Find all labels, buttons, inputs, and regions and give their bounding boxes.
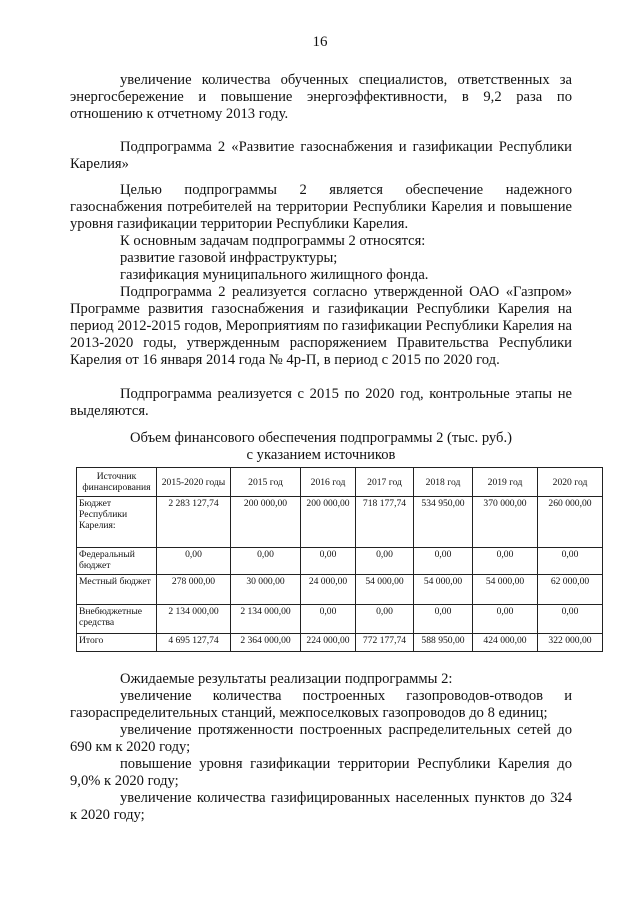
table-cell: 24 000,00 — [301, 575, 356, 605]
table-cell: 0,00 — [538, 605, 603, 634]
table-cell: 0,00 — [414, 605, 473, 634]
row-source: Бюджет Республики Карелия: — [77, 497, 157, 548]
column-header: 2017 год — [356, 468, 414, 497]
intro-paragraph — [70, 72, 572, 123]
table-cell: 200 000,00 — [301, 497, 356, 548]
subprogram-title — [70, 139, 572, 173]
table-cell: 0,00 — [356, 548, 414, 575]
table-header-row — [77, 468, 603, 497]
result-item-2: увеличение протяженности построенных распределительных сетей до 690 км к 2020 году; — [70, 722, 572, 755]
table-cell: 224 000,00 — [301, 634, 356, 652]
table-cell: 54 000,00 — [473, 575, 538, 605]
page-number: 16 — [312, 34, 328, 50]
table-cell: 4 695 127,74 — [157, 634, 231, 652]
row-source: Внебюджетные средства — [77, 605, 157, 634]
table-cell: 772 177,74 — [356, 634, 414, 652]
table-cell: 2 134 000,00 — [157, 605, 231, 634]
table-row — [77, 497, 603, 548]
table-cell: 322 000,00 — [538, 634, 603, 652]
subprogram-title-line-2: Карелия» — [70, 156, 129, 172]
intro-line-1: увеличение количества обученных специалистов, ответственных за — [120, 72, 572, 88]
table-cell: 370 000,00 — [473, 497, 538, 548]
table-cell: 534 950,00 — [414, 497, 473, 548]
table-row — [77, 605, 603, 634]
column-header: 2019 год — [473, 468, 538, 497]
table-cell: 0,00 — [356, 605, 414, 634]
table-cell: 0,00 — [473, 605, 538, 634]
table-caption-line-2: с указанием источников — [246, 447, 396, 463]
result-item-1: увеличение количества построенных газопроводов-отводов и газораспределительных станций, межпоселковых газопроводов до 8 единиц; — [70, 688, 572, 721]
table-cell: 2 283 127,74 — [157, 497, 231, 548]
table-cell: 0,00 — [473, 548, 538, 575]
tasks-intro: К основным задачам подпрограммы 2 относятся: — [120, 233, 426, 249]
intro-line-2: энергосбережение и повышение энергоэффективности, в 9,2 раза по — [70, 89, 572, 105]
column-header: Источник финансирования — [77, 468, 157, 497]
table-cell: 588 950,00 — [414, 634, 473, 652]
table-cell: 200 000,00 — [231, 497, 301, 548]
implementation-paragraph: Подпрограмма 2 реализуется согласно утвержденной ОАО «Газпром» Программе развития газоснабжения и газификации Республики Карелия на период 2012-2015 годов, Мероприятиям по газификации Республики Карелия на 2013-2020 годы, утвержденным распоряжением Правительства Республики Карелия от 16 января 2014 года № 4р-П, в период с 2015 по 2020 год. — [70, 284, 572, 368]
table-row-total — [77, 634, 603, 652]
task-item-2: газификация муниципального жилищного фонда. — [120, 267, 429, 283]
table-cell: 2 134 000,00 — [231, 605, 301, 634]
table-cell: 54 000,00 — [414, 575, 473, 605]
subprogram-title-line-1: Подпрограмма 2 «Развитие газоснабжения и газификации Республики — [120, 139, 572, 155]
table-cell: 62 000,00 — [538, 575, 603, 605]
row-source: Итого — [77, 634, 157, 652]
intro-line-3: отношению к отчетному 2013 году. — [70, 106, 289, 122]
table-cell: 0,00 — [538, 548, 603, 575]
result-item-4: увеличение количества газифицированных населенных пунктов до 324 к 2020 году; — [70, 790, 572, 823]
task-item-1: развитие газовой инфраструктуры; — [120, 250, 338, 266]
table-cell: 0,00 — [301, 605, 356, 634]
column-header: 2016 год — [301, 468, 356, 497]
table-cell: 0,00 — [301, 548, 356, 575]
results-intro: Ожидаемые результаты реализации подпрограммы 2: — [120, 671, 453, 687]
table-cell: 0,00 — [231, 548, 301, 575]
column-header: 2018 год — [414, 468, 473, 497]
table-row — [77, 575, 603, 605]
goal-paragraph: Целью подпрограммы 2 является обеспечение надежного газоснабжения потребителей на территории Республики Карелия и повышение уровня газификации территории Республики Карелия. — [70, 182, 572, 232]
row-source: Местный бюджет — [77, 575, 157, 605]
result-item-3: повышение уровня газификации территории Республики Карелия до 9,0% к 2020 году; — [70, 756, 572, 789]
period-paragraph: Подпрограмма реализуется с 2015 по 2020 год, контрольные этапы не выделяются. — [70, 386, 572, 419]
table-cell: 278 000,00 — [157, 575, 231, 605]
financing-table — [76, 467, 603, 652]
table-cell: 424 000,00 — [473, 634, 538, 652]
column-header: 2015-2020 годы — [157, 468, 231, 497]
table-row — [77, 548, 603, 575]
table-cell: 30 000,00 — [231, 575, 301, 605]
column-header: 2015 год — [231, 468, 301, 497]
table-cell: 718 177,74 — [356, 497, 414, 548]
table-cell: 260 000,00 — [538, 497, 603, 548]
table-cell: 0,00 — [414, 548, 473, 575]
table-cell: 0,00 — [157, 548, 231, 575]
table-cell: 2 364 000,00 — [231, 634, 301, 652]
row-source: Федеральный бюджет — [77, 548, 157, 575]
table-cell: 54 000,00 — [356, 575, 414, 605]
column-header: 2020 год — [538, 468, 603, 497]
table-caption-line-1: Объем финансового обеспечения подпрограммы 2 (тыс. руб.) — [130, 430, 512, 446]
